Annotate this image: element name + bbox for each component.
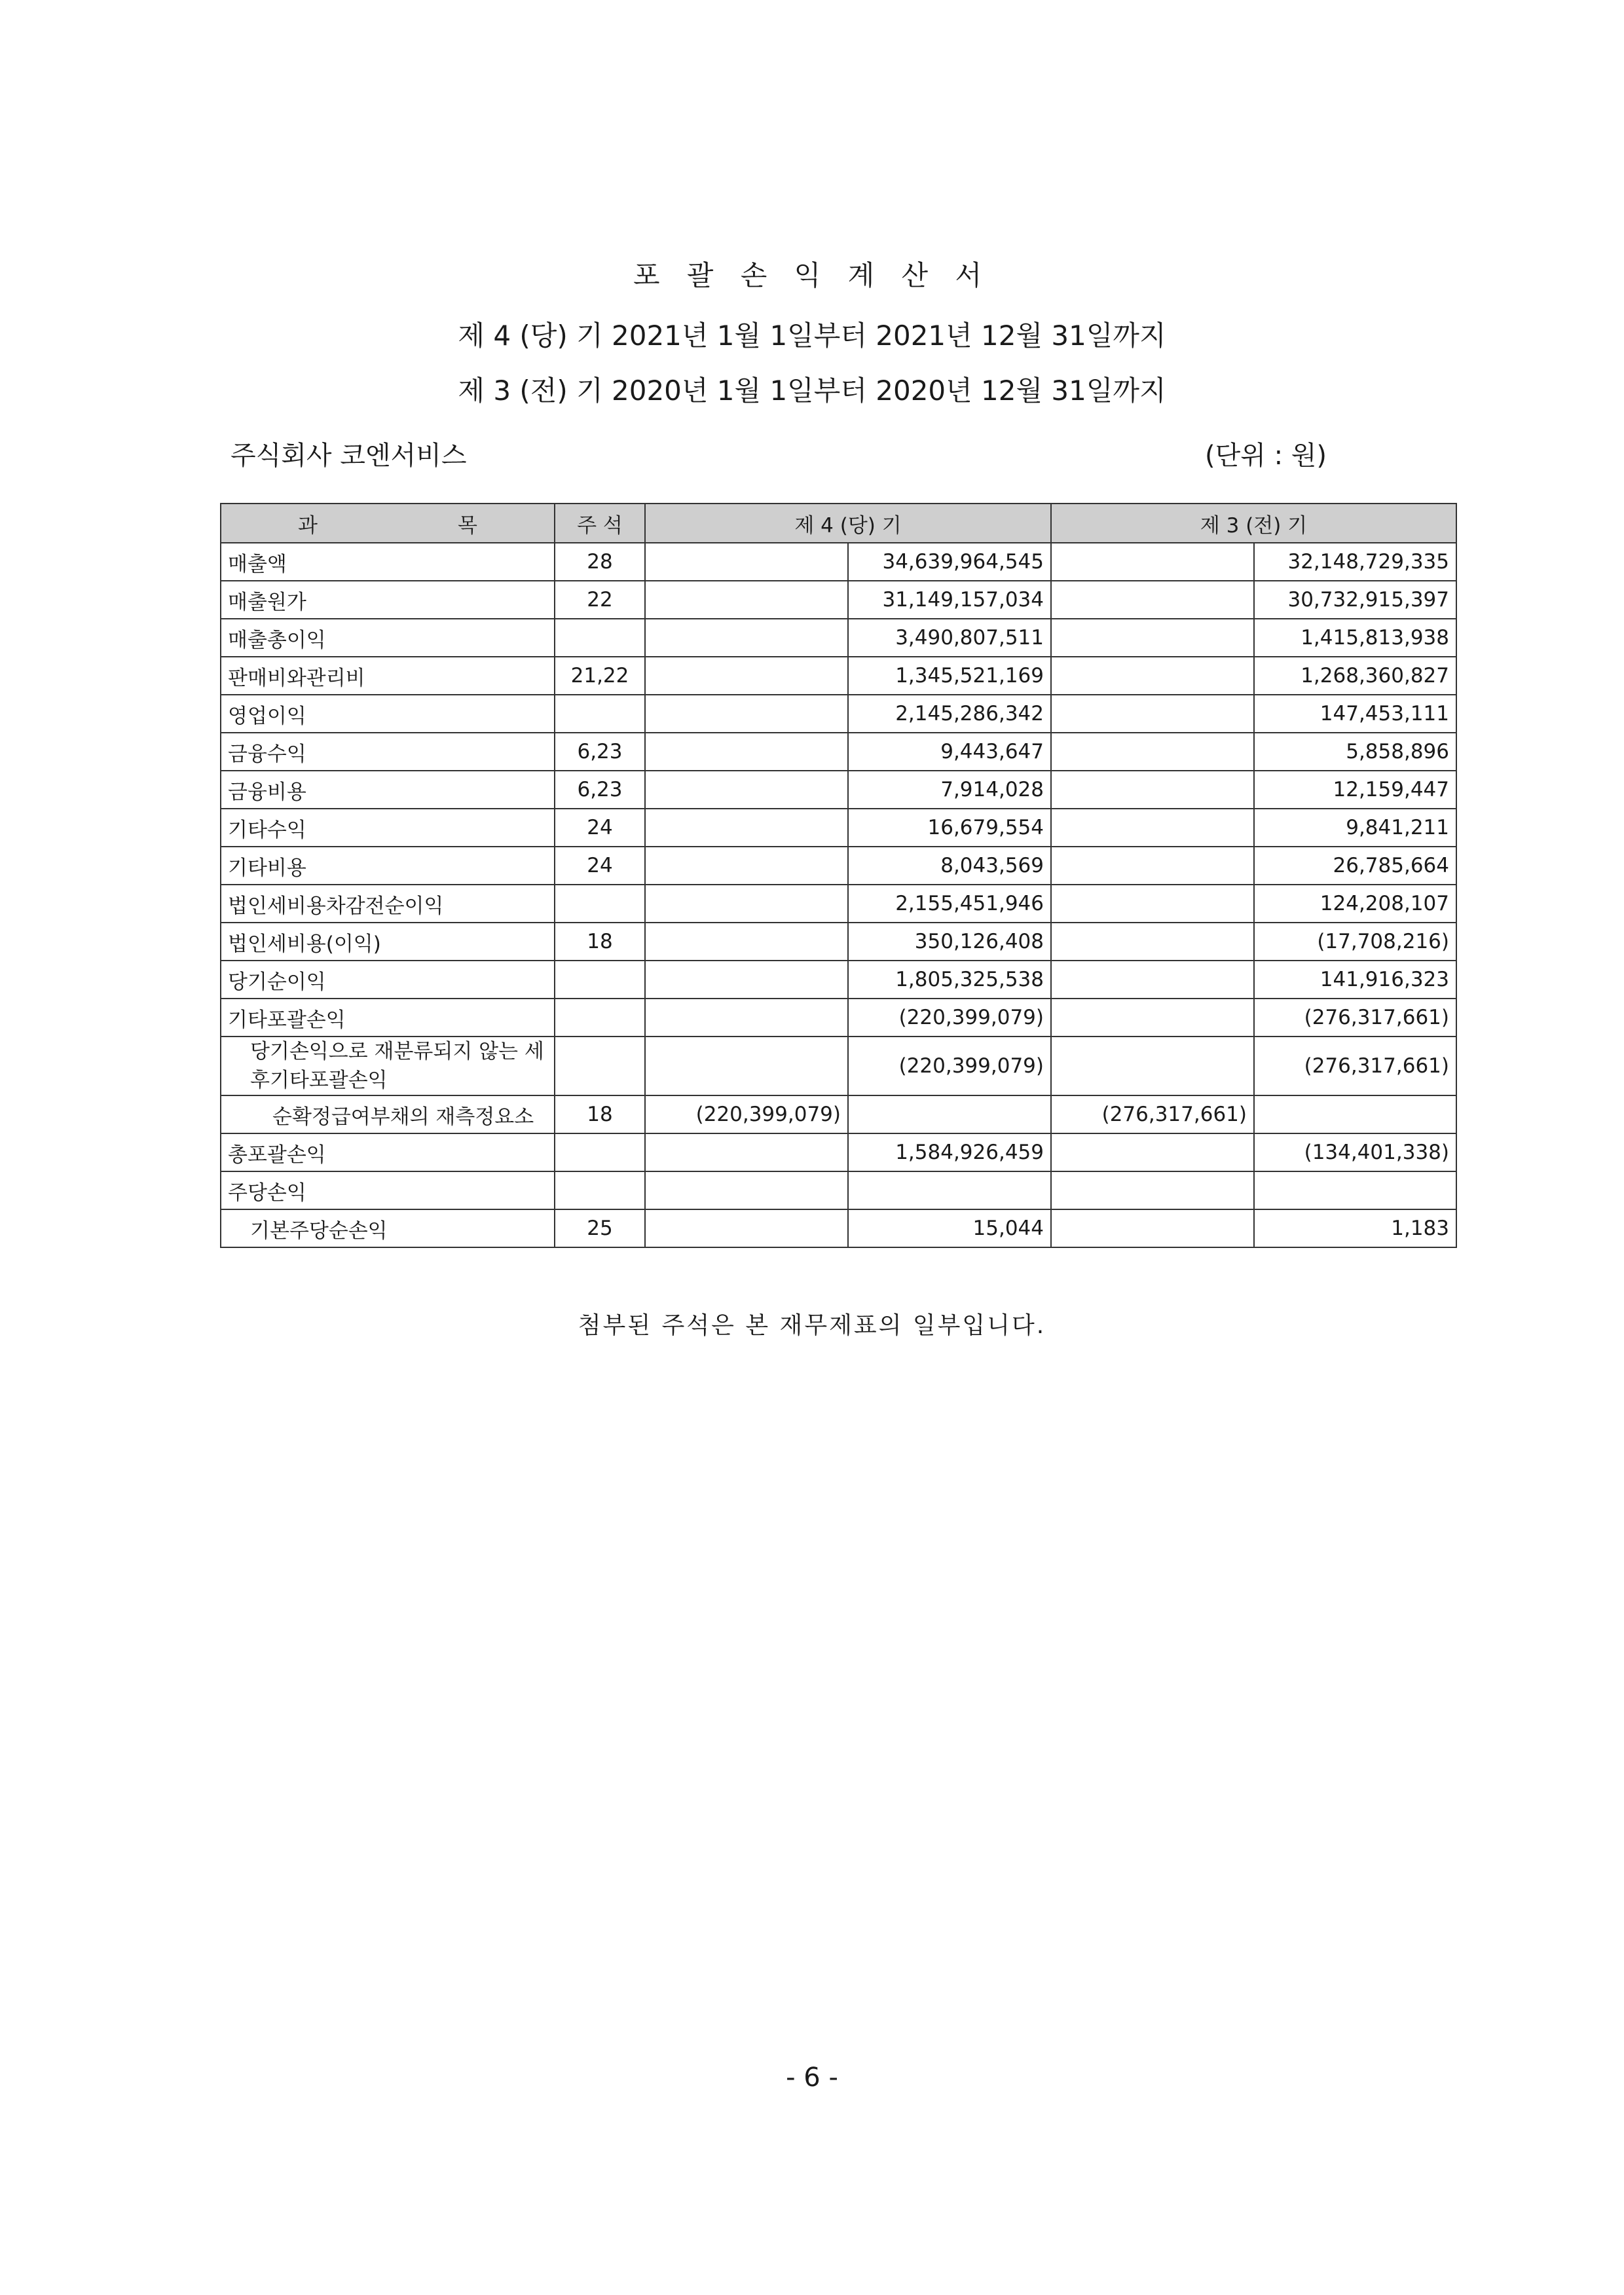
- footnote: 첨부된 주석은 본 재무제표의 일부입니다.: [578, 1312, 1046, 1339]
- table-row: [221, 1095, 1456, 1133]
- row-prior-sub: [1051, 1037, 1254, 1095]
- row-current-sub: [645, 543, 848, 581]
- row-prior-sub: [1051, 1133, 1254, 1171]
- row-prior: 32,148,729,335: [1254, 543, 1456, 581]
- row-current: 350,126,408: [848, 923, 1051, 961]
- table-row: [221, 581, 1456, 619]
- row-current: 31,149,157,034: [848, 581, 1051, 619]
- table-row: [221, 657, 1456, 695]
- row-item: 매출원가: [221, 581, 555, 619]
- row-prior-sub: [1051, 657, 1254, 695]
- row-current-sub: [645, 961, 848, 999]
- row-prior-sub: [1051, 961, 1254, 999]
- table-header-row: [221, 504, 1456, 543]
- header-prior-period: 제 3 (전) 기: [1051, 504, 1456, 543]
- row-prior-sub: [1051, 885, 1254, 923]
- row-note: 6,23: [555, 733, 645, 771]
- row-item: 총포괄손익: [221, 1133, 555, 1171]
- row-item: 판매비와관리비: [221, 657, 555, 695]
- row-prior-sub: [1051, 1171, 1254, 1209]
- row-prior-sub: [1051, 1209, 1254, 1247]
- row-item: 금융수익: [221, 733, 555, 771]
- company-name: 주식회사 코엔서비스: [231, 441, 467, 471]
- row-current: (220,399,079): [848, 1037, 1051, 1095]
- row-current-sub: [645, 809, 848, 847]
- row-current: 8,043,569: [848, 847, 1051, 885]
- row-item: 법인세비용(이익): [221, 923, 555, 961]
- row-prior: 1,183: [1254, 1209, 1456, 1247]
- row-current: (220,399,079): [848, 999, 1051, 1037]
- header-item-a: 과: [298, 513, 318, 538]
- row-prior-sub: [1051, 771, 1254, 809]
- row-note: 25: [555, 1209, 645, 1247]
- row-prior: (134,401,338): [1254, 1133, 1456, 1171]
- row-current-sub: [645, 999, 848, 1037]
- row-current-sub: [645, 581, 848, 619]
- page-number: - 6 -: [786, 2063, 838, 2093]
- table-row: [221, 733, 1456, 771]
- row-current: 16,679,554: [848, 809, 1051, 847]
- row-current-sub: [645, 885, 848, 923]
- row-prior-sub: [1051, 809, 1254, 847]
- row-prior: [1254, 1095, 1456, 1133]
- row-current-sub: [645, 847, 848, 885]
- period-current: 제 4 (당) 기 2021년 1월 1일부터 2021년 12월 31일까지: [458, 320, 1166, 352]
- row-current: 2,145,286,342: [848, 695, 1051, 733]
- row-current-sub: [645, 923, 848, 961]
- row-current-sub: [645, 1209, 848, 1247]
- row-note: [555, 885, 645, 923]
- row-prior: 12,159,447: [1254, 771, 1456, 809]
- row-current: [848, 1095, 1051, 1133]
- row-current-sub: [645, 619, 848, 657]
- header-note: 주 석: [555, 504, 645, 543]
- row-note: 21,22: [555, 657, 645, 695]
- row-note: 22: [555, 581, 645, 619]
- row-item: 순확정급여부채의 재측정요소: [221, 1095, 555, 1133]
- statement-title: 포 괄 손 익 계 산 서: [633, 259, 991, 291]
- row-current-sub: [645, 657, 848, 695]
- row-prior: 124,208,107: [1254, 885, 1456, 923]
- row-prior: (17,708,216): [1254, 923, 1456, 961]
- row-prior-sub: [1051, 847, 1254, 885]
- row-prior: (276,317,661): [1254, 1037, 1456, 1095]
- row-current-sub: [645, 771, 848, 809]
- row-prior: 30,732,915,397: [1254, 581, 1456, 619]
- row-prior-sub: [1051, 999, 1254, 1037]
- table-row: [221, 847, 1456, 885]
- row-note: [555, 695, 645, 733]
- row-note: [555, 1133, 645, 1171]
- row-current-sub: [645, 1133, 848, 1171]
- table-row: [221, 809, 1456, 847]
- row-note: 24: [555, 847, 645, 885]
- unit-label: (단위 : 원): [1205, 441, 1327, 471]
- header-item-b: 목: [458, 513, 477, 538]
- row-note: [555, 999, 645, 1037]
- table-row: [221, 885, 1456, 923]
- row-current: 3,490,807,511: [848, 619, 1051, 657]
- income-statement-table: [220, 503, 1457, 1248]
- row-current: 1,345,521,169: [848, 657, 1051, 695]
- row-current: 2,155,451,946: [848, 885, 1051, 923]
- row-note: 18: [555, 1095, 645, 1133]
- table-row: [221, 1133, 1456, 1171]
- row-prior-sub: [1051, 733, 1254, 771]
- header-item: [221, 504, 555, 543]
- row-current: [848, 1171, 1051, 1209]
- row-item: 금융비용: [221, 771, 555, 809]
- table-row: [221, 543, 1456, 581]
- row-note: [555, 619, 645, 657]
- row-current: 1,805,325,538: [848, 961, 1051, 999]
- row-item: 주당손익: [221, 1171, 555, 1209]
- row-note: [555, 1171, 645, 1209]
- row-note: 18: [555, 923, 645, 961]
- header-current-period: 제 4 (당) 기: [645, 504, 1051, 543]
- row-item: 기타수익: [221, 809, 555, 847]
- table-row: [221, 771, 1456, 809]
- row-current: 1,584,926,459: [848, 1133, 1051, 1171]
- row-prior-sub: [1051, 543, 1254, 581]
- row-prior: 1,268,360,827: [1254, 657, 1456, 695]
- table-row: [221, 1171, 1456, 1209]
- row-prior: 5,858,896: [1254, 733, 1456, 771]
- row-prior: 26,785,664: [1254, 847, 1456, 885]
- row-prior: [1254, 1171, 1456, 1209]
- row-note: 6,23: [555, 771, 645, 809]
- row-prior-sub: [1051, 923, 1254, 961]
- table-row: [221, 1209, 1456, 1247]
- table-row: [221, 961, 1456, 999]
- period-prior: 제 3 (전) 기 2020년 1월 1일부터 2020년 12월 31일까지: [458, 375, 1166, 407]
- row-prior-sub: (276,317,661): [1051, 1095, 1254, 1133]
- table-row: [221, 923, 1456, 961]
- row-note: [555, 1037, 645, 1095]
- row-note: 28: [555, 543, 645, 581]
- row-current-sub: [645, 1037, 848, 1095]
- row-item: 당기손익으로 재분류되지 않는 세후기타포괄손익: [221, 1037, 555, 1095]
- row-current-sub: [645, 733, 848, 771]
- row-current-sub: (220,399,079): [645, 1095, 848, 1133]
- row-current: 9,443,647: [848, 733, 1051, 771]
- row-note: [555, 961, 645, 999]
- table-row: [221, 1037, 1456, 1095]
- row-item: 매출총이익: [221, 619, 555, 657]
- table-row: [221, 999, 1456, 1037]
- row-prior-sub: [1051, 619, 1254, 657]
- row-prior-sub: [1051, 581, 1254, 619]
- row-prior: 1,415,813,938: [1254, 619, 1456, 657]
- row-prior: 141,916,323: [1254, 961, 1456, 999]
- table-row: [221, 619, 1456, 657]
- row-current: 34,639,964,545: [848, 543, 1051, 581]
- row-prior: (276,317,661): [1254, 999, 1456, 1037]
- row-item: 기타비용: [221, 847, 555, 885]
- row-prior: 9,841,211: [1254, 809, 1456, 847]
- row-item: 당기순이익: [221, 961, 555, 999]
- row-item: 기타포괄손익: [221, 999, 555, 1037]
- row-current: 15,044: [848, 1209, 1051, 1247]
- row-current-sub: [645, 1171, 848, 1209]
- row-item: 법인세비용차감전순이익: [221, 885, 555, 923]
- row-item: 영업이익: [221, 695, 555, 733]
- row-item: 매출액: [221, 543, 555, 581]
- row-item: 기본주당순손익: [221, 1209, 555, 1247]
- row-current: 7,914,028: [848, 771, 1051, 809]
- row-note: 24: [555, 809, 645, 847]
- row-prior-sub: [1051, 695, 1254, 733]
- table-row: [221, 695, 1456, 733]
- row-current-sub: [645, 695, 848, 733]
- row-prior: 147,453,111: [1254, 695, 1456, 733]
